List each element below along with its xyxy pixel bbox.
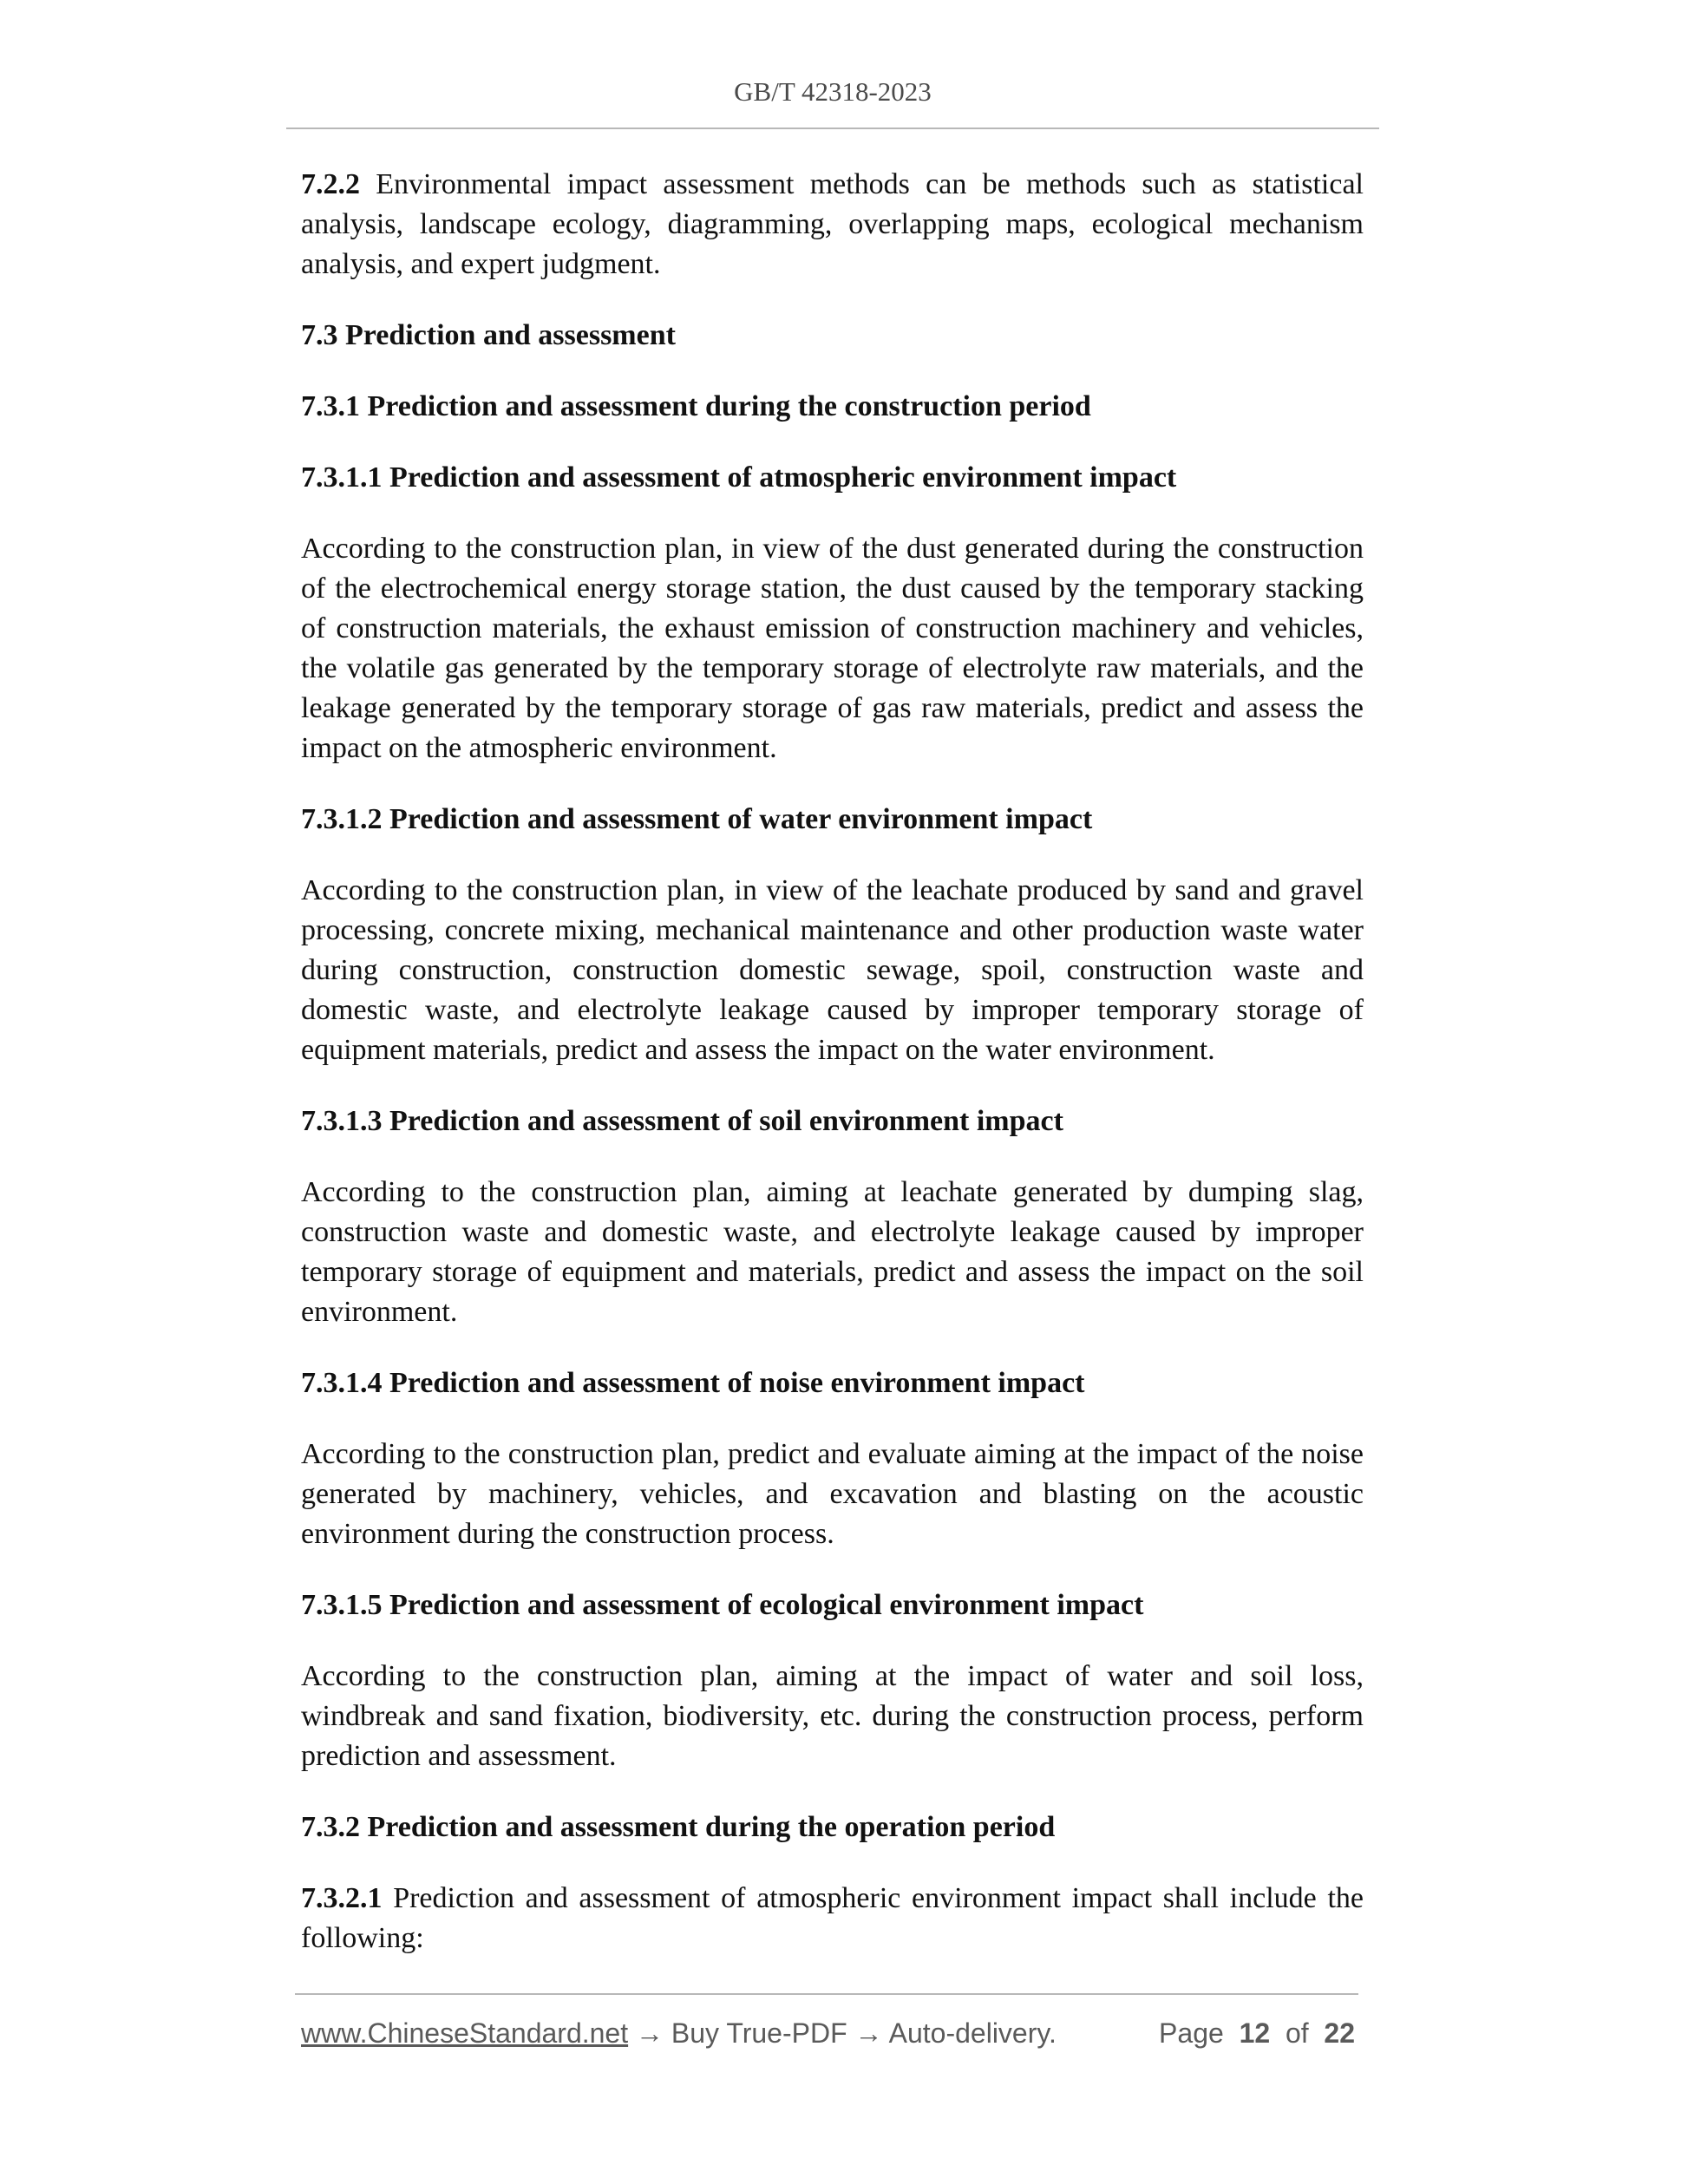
clause-number: 7.3.2.1: [301, 1882, 383, 1914]
paragraph-7-3-1-2: According to the construction plan, in view of the leachate produced by sand and gravel processing, concrete mixing, mechanical maintenance and other production waste water during construction, construction domestic sewage, spoil, construction waste and domestic waste, and electrolyte leakage caused by improper temporary storage of equipment materials, predict and assess the impact on the water environment.: [301, 874, 1364, 1066]
document-body: [301, 165, 1364, 1990]
page-header-standard-code: GB/T 42318-2023: [734, 76, 932, 107]
paragraph-7-3-1-5: According to the construction plan, aiming at the impact of water and soil loss, windbreak and sand fixation, biodiversity, etc. during the construction process, perform prediction and assessment.: [301, 1660, 1364, 1772]
heading-7-3-1-5: 7.3.1.5 Prediction and assessment of ecological environment impact: [301, 1589, 1144, 1621]
header-divider: [286, 128, 1379, 129]
paragraph-7-3-1-1: According to the construction plan, in view of the dust generated during the construction of the electrochemical energy storage station, the dust caused by the temporary stacking of construction materials, the exhaust emission of construction machinery and vehicles, the volatile gas generated by the temporary storage of electrolyte raw materials, and the leakage generated by the temporary storage of gas raw materials, predict and assess the impact on the atmospheric environment.: [301, 533, 1364, 764]
clause-text: Prediction and assessment of atmospheric environment impact shall include the following:: [301, 1882, 1364, 1954]
heading-7-3-1-2: 7.3.1.2 Prediction and assessment of water environment impact: [301, 803, 1093, 835]
heading-7-3: 7.3 Prediction and assessment: [301, 319, 676, 351]
page-label: Page: [1159, 2017, 1224, 2049]
heading-7-3-2: 7.3.2 Prediction and assessment during the operation period: [301, 1811, 1056, 1843]
page-total: 22: [1324, 2017, 1355, 2049]
footer-promo-text: → Buy True-PDF → Auto-delivery.: [628, 2017, 1057, 2049]
heading-7-3-1-1: 7.3.1.1 Prediction and assessment of atmospheric environment impact: [301, 461, 1177, 494]
clause-number: 7.2.2: [301, 168, 360, 200]
page-current: 12: [1239, 2017, 1271, 2049]
paragraph-7-3-1-3: According to the construction plan, aiming at leachate generated by dumping slag, construction waste and domestic waste, and electrolyte leakage caused by improper temporary storage of equipment and materials, predict and assess the impact on the soil environment.: [301, 1176, 1364, 1328]
of-label: of: [1285, 2017, 1309, 2049]
clause-7-2-2: [301, 165, 1364, 284]
clause-7-3-2-1: [301, 1879, 1364, 1958]
page-footer: [301, 2014, 1355, 2052]
website-link[interactable]: www.ChineseStandard.net: [301, 2017, 629, 2049]
footer-divider: [295, 1993, 1358, 1995]
clause-text: Environmental impact assessment methods can be methods such as statistical analysis, landscape ecology, diagramming, overlapping maps, ecological mechanism analysis, and expert judgment.: [301, 168, 1364, 280]
paragraph-7-3-1-4: According to the construction plan, predict and evaluate aiming at the impact of the noise generated by machinery, vehicles, and excavation and blasting on the acoustic environment during the construction process.: [301, 1438, 1364, 1550]
footer-promo: [301, 2014, 1057, 2052]
heading-7-3-1-4: 7.3.1.4 Prediction and assessment of noise environment impact: [301, 1367, 1085, 1399]
page-indicator: [1159, 2014, 1355, 2052]
heading-7-3-1: 7.3.1 Prediction and assessment during the construction period: [301, 390, 1091, 422]
heading-7-3-1-3: 7.3.1.3 Prediction and assessment of soil environment impact: [301, 1105, 1063, 1137]
